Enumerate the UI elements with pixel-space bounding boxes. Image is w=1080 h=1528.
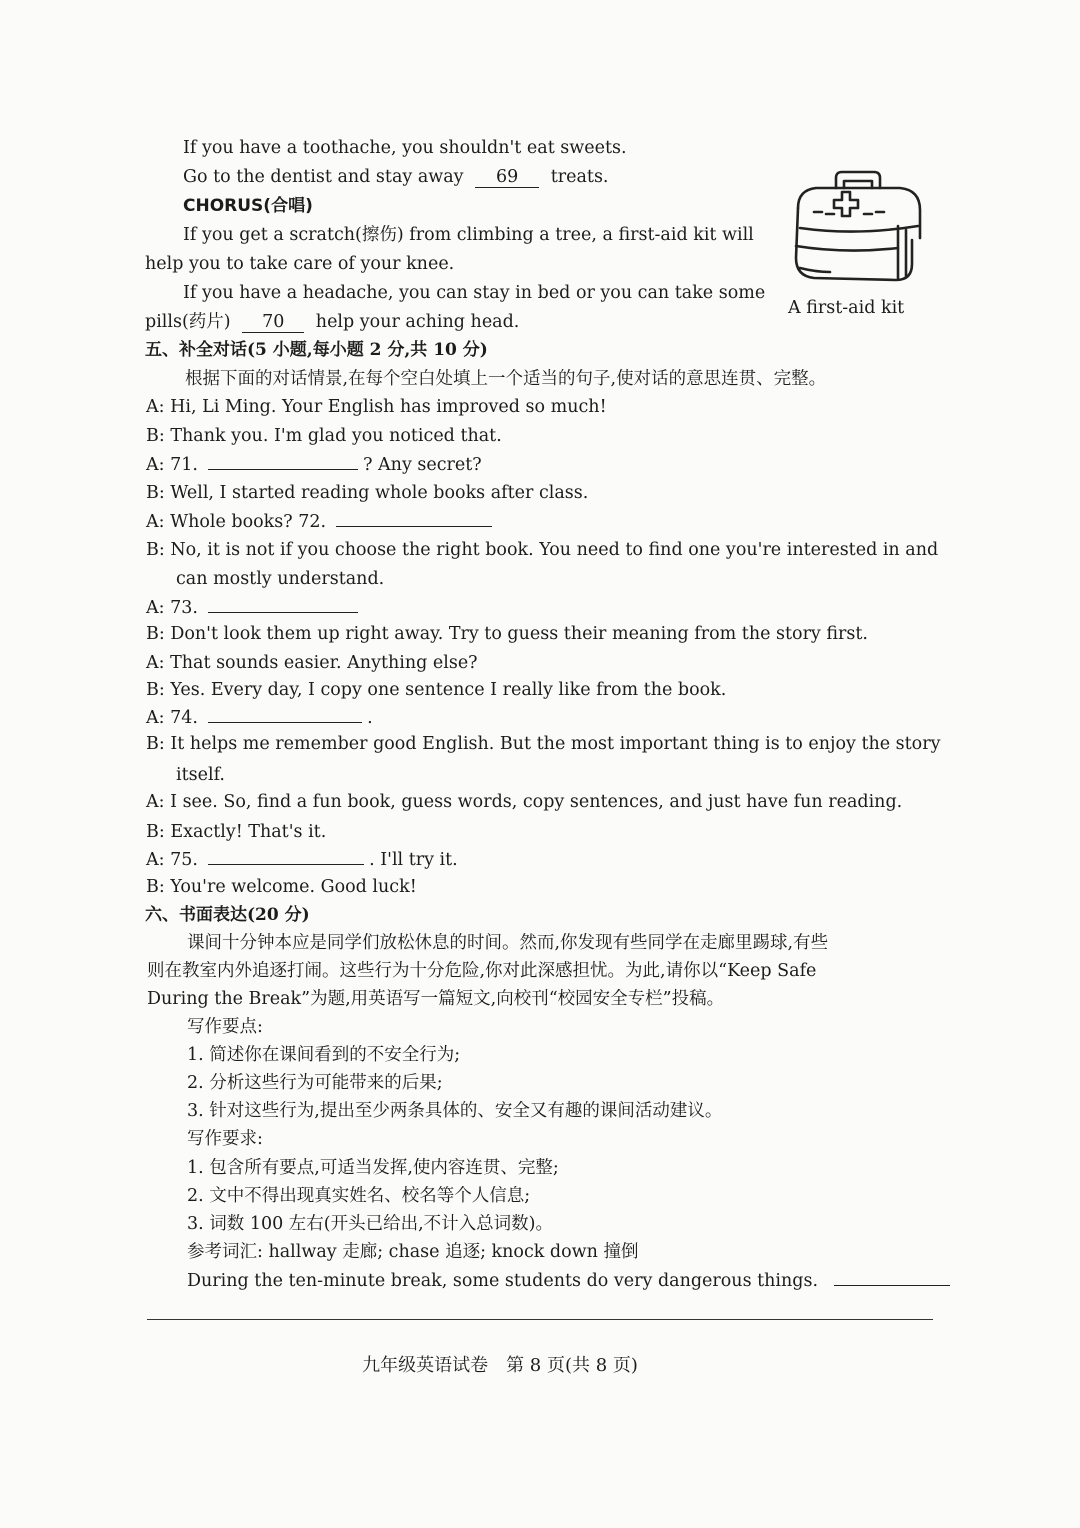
dialogue-line-74 — [146, 707, 373, 729]
song-line-2-end: treats. — [550, 167, 609, 187]
question-75-tail: . I'll try it. — [369, 850, 458, 870]
essay-opening-line — [187, 1270, 950, 1292]
first-aid-kit-icon — [786, 168, 928, 288]
question-75-label: A: 75. — [146, 850, 198, 870]
writing-prompt-line: 则在教室内外追逐打闹。这些行为十分危险,你对此深感担忧。为此,请你以“Keep Safe — [147, 961, 817, 981]
question-74-tail: . — [367, 708, 373, 728]
dialogue-line: B: You're welcome. Good luck! — [146, 877, 417, 897]
reference-vocabulary: 参考词汇: hallway 走廊; chase 追逐; knock down 撞倒 — [187, 1242, 639, 1262]
section-5-instruction: 根据下面的对话情景,在每个空白处填上一个适当的句子,使对话的意思连贯、完整。 — [185, 369, 827, 389]
essay-answer-blank[interactable] — [834, 1285, 950, 1286]
question-71-tail: ? Any secret? — [363, 455, 482, 475]
question-72-label: A: Whole books? 72. — [146, 512, 327, 532]
dialogue-line-72 — [146, 511, 492, 533]
blank-75[interactable] — [208, 864, 364, 865]
song-line-end: help your aching head. — [315, 312, 520, 332]
writing-point: 1. 简述你在课间看到的不安全行为; — [187, 1045, 461, 1065]
page-footer: 九年级英语试卷 第 8 页(共 8 页) — [362, 1355, 638, 1376]
dialogue-line: B: Exactly! That's it. — [146, 822, 327, 842]
dialogue-line-75 — [146, 849, 458, 871]
dialogue-line: A: Hi, Li Ming. Your English has improved so much! — [146, 397, 607, 417]
song-line-2 — [183, 166, 609, 188]
dialogue-line: B: Thank you. I'm glad you noticed that. — [146, 426, 502, 446]
chorus-p2-line-a: If you have a headache, you can stay in bed or you can take some — [183, 283, 766, 303]
writing-prompt-line: 课间十分钟本应是同学们放松休息的时间。然而,你发现有些同学在走廊里踢球,有些 — [187, 933, 829, 953]
section-6-heading: 六、书面表达(20 分) — [145, 905, 310, 925]
question-71-label: A: 71. — [146, 455, 198, 475]
writing-requirements-label: 写作要求: — [187, 1129, 263, 1149]
pills-text: pills(药片) — [145, 312, 231, 332]
chorus-p2-line-b — [145, 311, 519, 333]
blank-71[interactable] — [208, 469, 358, 470]
dialogue-line: B: No, it is not if you choose the right book. You need to find one you're interested in and — [146, 540, 939, 560]
blank-70: 70 — [242, 312, 304, 333]
chorus-p1-line-a: If you get a scratch(擦伤) from climbing a tree, a first-aid kit will — [183, 225, 754, 245]
blank-73[interactable] — [208, 612, 358, 613]
question-73-label: A: 73. — [146, 598, 198, 618]
dialogue-line-continued: can mostly understand. — [176, 569, 385, 589]
dialogue-line-continued: itself. — [176, 765, 225, 785]
essay-opening-text: During the ten-minute break, some students do very dangerous things. — [187, 1271, 819, 1291]
section-5-heading: 五、补全对话(5 小题,每小题 2 分,共 10 分) — [145, 340, 488, 360]
dialogue-line-73 — [146, 597, 358, 619]
dialogue-line-71 — [146, 454, 482, 476]
song-line-2-start: Go to the dentist and stay away — [183, 167, 464, 187]
writing-point: 2. 分析这些行为可能带来的后果; — [187, 1073, 443, 1093]
dialogue-line: B: Well, I started reading whole books after class. — [146, 483, 589, 503]
dialogue-line: A: That sounds easier. Anything else? — [146, 653, 478, 673]
writing-point: 3. 针对这些行为,提出至少两条具体的、安全又有趣的课间活动建议。 — [187, 1101, 723, 1121]
writing-prompt-line: During the Break”为题,用英语写一篇短文,向校刊“校园安全专栏”投稿。 — [147, 989, 725, 1009]
writing-requirement: 1. 包含所有要点,可适当发挥,使内容连贯、完整; — [187, 1158, 559, 1178]
writing-requirement: 3. 词数 100 左右(开头已给出,不计入总词数)。 — [187, 1214, 554, 1234]
chorus-heading: CHORUS(合唱) — [183, 196, 313, 216]
dialogue-line: B: Don't look them up right away. Try to guess their meaning from the story first. — [146, 624, 868, 644]
blank-74[interactable] — [208, 722, 362, 723]
song-line-1: If you have a toothache, you shouldn't eat sweets. — [183, 138, 627, 158]
footer-divider — [147, 1319, 933, 1320]
chorus-p1-line-b: help you to take care of your knee. — [145, 254, 455, 274]
blank-69: 69 — [475, 167, 539, 188]
writing-requirement: 2. 文中不得出现真实姓名、校名等个人信息; — [187, 1186, 531, 1206]
question-74-label: A: 74. — [146, 708, 198, 728]
dialogue-line: B: Yes. Every day, I copy one sentence I really like from the book. — [146, 680, 727, 700]
blank-72[interactable] — [336, 526, 492, 527]
dialogue-line: A: I see. So, find a fun book, guess words, copy sentences, and just have fun reading. — [146, 792, 903, 812]
writing-points-label: 写作要点: — [187, 1017, 263, 1037]
dialogue-line: B: It helps me remember good English. But the most important thing is to enjoy the story — [146, 734, 941, 754]
figure-caption: A first-aid kit — [788, 298, 905, 318]
